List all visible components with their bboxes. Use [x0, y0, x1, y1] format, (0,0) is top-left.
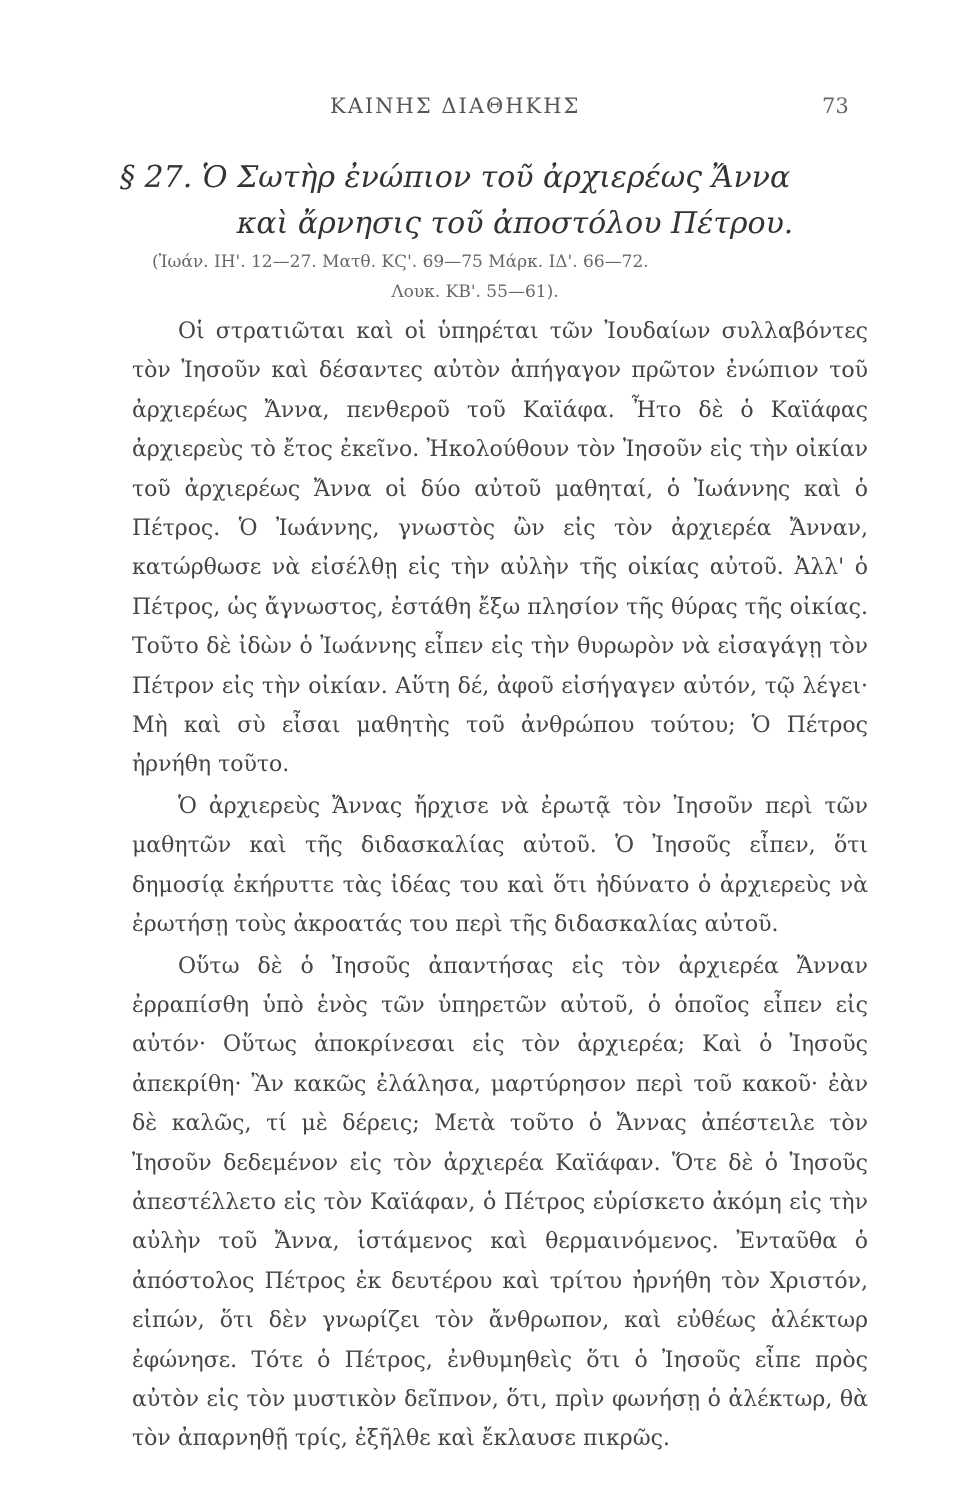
body-text	[132, 312, 868, 1459]
paragraph: Οὕτω δὲ ὁ Ἰησοῦς ἀπαντήσας εἰς τὸν ἀρχιερέα Ἄνναν ἐρραπίσθη ὑπὸ ἑνὸς τῶν ὑπηρετῶν αὐτοῦ, ὁ ὁποῖος εἶπεν εἰς αὐτόν· Οὕτως ἀποκρίνεσαι εἰς τὸν ἀρχιερέα; Καὶ ὁ Ἰησοῦς ἀπεκρίθη· Ἂν κακῶς ἐλάλησα, μαρτύρησον περὶ τοῦ κακοῦ· ἐὰν δὲ καλῶς, τί μὲ δέρεις; Μετὰ τοῦτο ὁ Ἄννας ἀπέστειλε τὸν Ἰησοῦν δεδεμένον εἰς τὸν ἀρχιερέα Καϊάφαν. Ὅτε δὲ ὁ Ἰησοῦς ἀπεστέλλετο εἰς τὸν Καϊάφαν, ὁ Πέτρος εὑρίσκετο ἀκόμη εἰς τὴν αὐλὴν τοῦ Ἄννα, ἱστάμενος καὶ θερμαινόμενος. Ἐνταῦθα ὁ ἀπόστολος Πέτρος ἐκ δευτέρου καὶ τρίτου ἠρνήθη τὸν Χριστόν, εἰπών, ὅτι δὲν γνωρίζει τὸν ἄνθρωπον, καὶ εὐθέως ἀλέκτωρ ἐφώνησε. Τότε ὁ Πέτρος, ἐνθυμηθεὶς ὅτι ὁ Ἰησοῦς εἶπε πρὸς αὐτὸν εἰς τὸν μυστικὸν δεῖπνον, ὅτι, πρὶν φωνήσῃ ὁ ἀλέκτωρ, θὰ τὸν ἀπαρνηθῇ τρίς, ἐξῆλθε καὶ ἔκλαυσε πικρῶς.	[132, 953, 868, 1452]
section-title-line-2: καὶ ἄρνησις τοῦ ἀποστόλου Πέτρου.	[236, 206, 794, 241]
page-number: 73	[822, 94, 849, 118]
section-title	[120, 155, 870, 247]
paragraph: Ὁ ἀρχιερεὺς Ἄννας ἤρχισε νὰ ἐρωτᾷ τὸν Ἰησοῦν περὶ τῶν μαθητῶν καὶ τῆς διδασκαλίας αὐτοῦ. Ὁ Ἰησοῦς εἶπεν, ὅτι δημοσίᾳ ἐκήρυττε τὰς ἰδέας του καὶ ὅτι ἠδύνατο ὁ ἀρχιερεὺς νὰ ἐρωτήσῃ τοὺς ἀκροατάς του περὶ τῆς διδασκαλίας αὐτοῦ.	[132, 793, 868, 938]
running-title: ΚΑΙΝΗΣ ΔΙΑΘΗΚΗΣ	[330, 94, 581, 118]
references-line-2: Λουκ. ΚΒ'. 55—61).	[391, 282, 559, 302]
scripture-references	[130, 247, 850, 307]
references-line-1: (Ἰωάν. ΙΗ'. 12—27. Ματθ. ΚϚ'. 69—75 Μάρκ. ΙΔ'. 66—72.	[152, 252, 649, 272]
section-title-line-1: § 27. Ὁ Σωτὴρ ἐνώπιον τοῦ ἀρχιερέως Ἄννα	[120, 160, 791, 195]
paragraph: Οἱ στρατιῶται καὶ οἱ ὑπηρέται τῶν Ἰουδαίων συλλαβόντες τὸν Ἰησοῦν καὶ δέσαντες αὐτὸν ἀπήγαγον πρῶτον ἐνώπιον τοῦ ἀρχιερέως Ἄννα, πενθεροῦ τοῦ Καϊάφα. Ἦτο δὲ ὁ Καϊάφας ἀρχιερεὺς τὸ ἔτος ἐκεῖνο. Ἠκολούθουν τὸν Ἰησοῦν εἰς τὴν οἰκίαν τοῦ ἀρχιερέως Ἄννα οἱ δύο αὐτοῦ μαθηταί, ὁ Ἰωάννης καὶ ὁ Πέτρος. Ὁ Ἰωάννης, γνωστὸς ὢν εἰς τὸν ἀρχιερέα Ἄνναν, κατώρθωσε νὰ εἰσέλθῃ εἰς τὴν αὐλὴν τῆς οἰκίας αὐτοῦ. Ἀλλ' ὁ Πέτρος, ὡς ἄγνωστος, ἐστάθη ἔξω πλησίον τῆς θύρας τῆς οἰκίας. Τοῦτο δὲ ἰδὼν ὁ Ἰωάννης εἶπεν εἰς τὴν θυρωρὸν νὰ εἰσαγάγῃ τὸν Πέτρον εἰς τὴν οἰκίαν. Αὕτη δέ, ἀφοῦ εἰσήγαγεν αὐτόν, τῷ λέγει· Μὴ καὶ σὺ εἶσαι μαθητὴς τοῦ ἀνθρώπου τούτου; Ὁ Πέτρος ἠρνήθη τοῦτο.	[132, 319, 868, 778]
